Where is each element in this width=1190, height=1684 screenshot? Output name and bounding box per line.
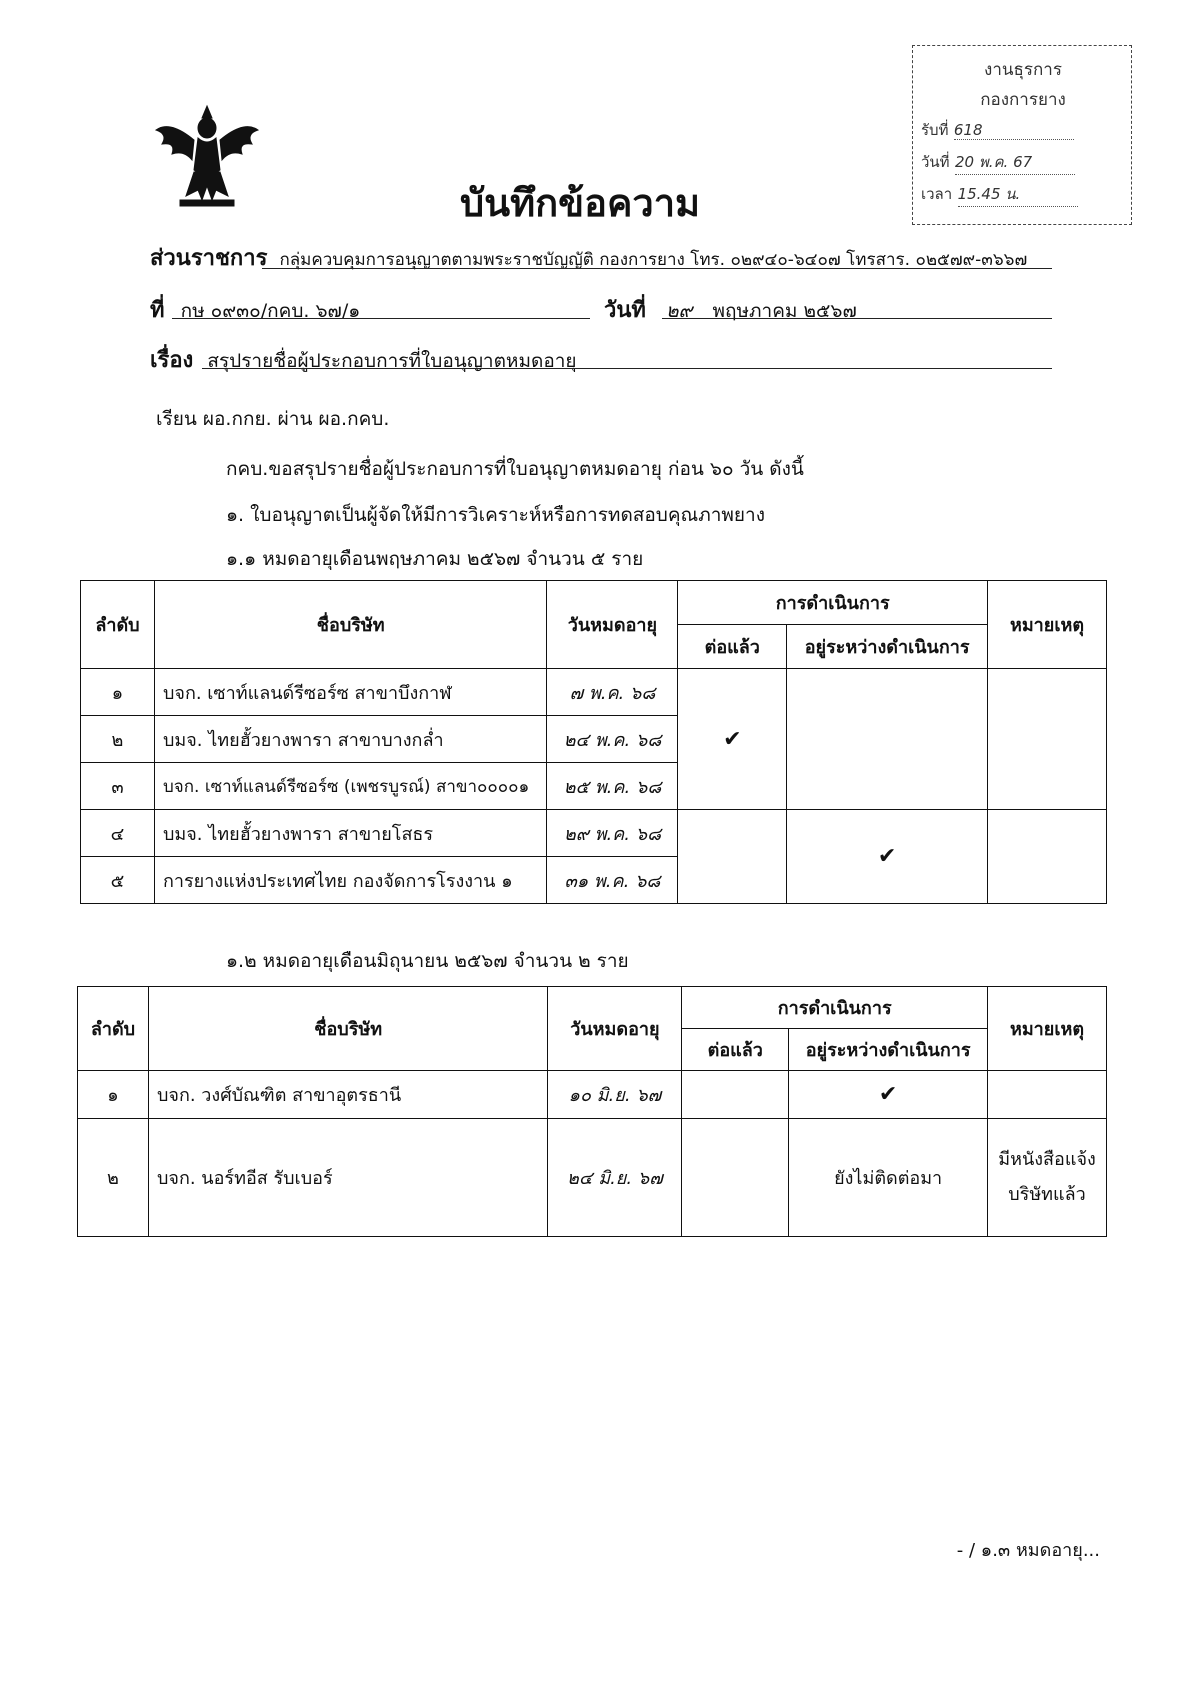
row-no: ๔ (81, 810, 155, 857)
row-remark: มีหนังสือแจ้งบริษัทแล้ว (988, 1119, 1107, 1237)
date-value: พฤษภาคม ๒๕๖๗ (712, 300, 857, 322)
col-header-renewed: ต่อแล้ว (678, 625, 787, 669)
sub-1-1-heading: ๑.๑ หมดอายุเดือนพฤษภาคม ๒๕๖๗ จำนวน ๕ ราย (226, 548, 644, 570)
remark-empty (988, 669, 1107, 810)
garuda-emblem-icon (150, 100, 265, 210)
stamp-date-value: 20 พ.ค. 67 (955, 150, 1075, 175)
table-expiry-june (77, 986, 1107, 1237)
dept-value: กลุ่มควบคุมการอนุญาตตามพระราชบัญญัติ กองการยาง โทร. ๐๒๙๔๐-๖๔๐๗ โทรสาร. ๐๒๕๗๙-๓๖๖๗ (279, 250, 1028, 270)
row-company: บจก. วงศ์บัณฑิต สาขาอุตรธานี (148, 1071, 547, 1119)
sub-1-2-heading: ๑.๒ หมดอายุเดือนมิถุนายน ๒๕๖๗ จำนวน ๒ ราย (226, 950, 629, 972)
row-no: ๒ (81, 716, 155, 763)
remark-empty (988, 810, 1107, 904)
date-label: วันที่ (604, 298, 646, 323)
ref-row (150, 292, 360, 327)
row-no: ๑ (78, 1071, 149, 1119)
col-header-company: ชื่อบริษัท (148, 987, 547, 1071)
row-company: บมจ. ไทยฮั้วยางพารา สาขายโสธร (154, 810, 547, 857)
table-row (81, 669, 1107, 716)
col-header-company: ชื่อบริษัท (154, 581, 547, 669)
row-company: การยางแห่งประเทศไทย กองจัดการโรงงาน ๑ (154, 857, 547, 904)
col-header-renewed: ต่อแล้ว (682, 1029, 789, 1071)
stamp-time-value: 15.45 น. (958, 182, 1078, 207)
row-no: ๒ (78, 1119, 149, 1237)
col-header-in-progress: อยู่ระหว่างดำเนินการ (787, 625, 988, 669)
dept-underline (262, 268, 1052, 269)
col-header-no: ลำดับ (78, 987, 149, 1071)
table-row (78, 1119, 1107, 1237)
date-underline (662, 318, 1052, 319)
row-expiry: ๒๔ มิ.ย. ๖๗ (548, 1119, 682, 1237)
row-company: บจก. นอร์ทอีส รับเบอร์ (148, 1119, 547, 1237)
date-row (604, 292, 857, 327)
stamp-division: กองการยาง (980, 90, 1066, 110)
col-header-remark: หมายเหตุ (988, 581, 1107, 669)
ref-value: กษ ๐๙๓๐/กคบ. ๖๗/๑ (180, 300, 361, 322)
item-1-heading: ๑. ใบอนุญาตเป็นผู้จัดให้มีการวิเคราะห์หรือการทดสอบคุณภาพยาง (226, 504, 765, 526)
col-header-action: การดำเนินการ (682, 987, 988, 1029)
ref-underline (172, 318, 590, 319)
subject-row (150, 342, 577, 377)
stamp-rec-no: 618 (954, 121, 1074, 140)
continuation-note: - / ๑.๓ หมดอายุ... (956, 1540, 1100, 1561)
row-no: ๕ (81, 857, 155, 904)
row-expiry: ๒๙ พ.ค. ๖๘ (547, 810, 678, 857)
col-header-expiry: วันหมดอายุ (548, 987, 682, 1071)
addressee: เรียน ผอ.กกย. ผ่าน ผอ.กคบ. (156, 408, 390, 430)
row-company: บจก. เซาท์แลนด์รีซอร์ซ สาขาบึงกาฬ (154, 669, 547, 716)
table-row (78, 1071, 1107, 1119)
col-header-in-progress: อยู่ระหว่างดำเนินการ (789, 1029, 988, 1071)
row-expiry: ๓๑ พ.ค. ๖๘ (547, 857, 678, 904)
row-expiry: ๒๔ พ.ค. ๖๘ (547, 716, 678, 763)
row-company: บมจ. ไทยฮั้วยางพารา สาขาบางกล่ำ (154, 716, 547, 763)
col-header-remark: หมายเหตุ (988, 987, 1107, 1071)
subject-value: สรุปรายชื่อผู้ประกอบการที่ใบอนุญาตหมดอายุ (207, 350, 577, 372)
ref-label: ที่ (150, 298, 165, 323)
row-in-progress: ยังไม่ติดต่อมา (789, 1119, 988, 1237)
receipt-stamp (912, 45, 1132, 225)
stamp-date-label: วันที่ (921, 153, 950, 171)
col-header-no: ลำดับ (81, 581, 155, 669)
row-expiry: ๗ พ.ค. ๖๘ (547, 669, 678, 716)
row-no: ๓ (81, 763, 155, 810)
in-progress-empty (787, 669, 988, 810)
stamp-office: งานธุรการ (984, 60, 1062, 80)
dept-row (150, 240, 1027, 275)
col-header-expiry: วันหมดอายุ (547, 581, 678, 669)
subject-label: เรื่อง (150, 348, 194, 373)
row-no: ๑ (81, 669, 155, 716)
row-in-progress: ✔ (789, 1071, 988, 1119)
row-renewed (682, 1119, 789, 1237)
row-expiry: ๒๕ พ.ค. ๖๘ (547, 763, 678, 810)
col-header-action: การดำเนินการ (678, 581, 988, 625)
table-row (81, 810, 1107, 857)
dept-label: ส่วนราชการ (150, 246, 268, 271)
row-remark (988, 1071, 1107, 1119)
subject-underline (202, 368, 1052, 369)
row-company: บจก. เซาท์แลนด์รีซอร์ซ (เพชรบูรณ์) สาขา๐๐๐๐๑ (154, 763, 547, 810)
stamp-time-label: เวลา (921, 185, 953, 203)
renewed-check-group: ✔ (678, 669, 787, 810)
row-expiry: ๑๐ มิ.ย. ๖๗ (548, 1071, 682, 1119)
row-renewed (682, 1071, 789, 1119)
date-day: ๒๙ (665, 300, 693, 322)
stamp-rec-label: รับที่ (921, 121, 949, 139)
intro-paragraph: กคบ.ขอสรุปรายชื่อผู้ประกอบการที่ใบอนุญาตหมดอายุ ก่อน ๖๐ วัน ดังนี้ (226, 458, 804, 480)
memo-title: บันทึกข้อความ (460, 181, 701, 225)
renewed-empty (678, 810, 787, 904)
in-progress-check-group: ✔ (787, 810, 988, 904)
table-expiry-may (80, 580, 1107, 904)
